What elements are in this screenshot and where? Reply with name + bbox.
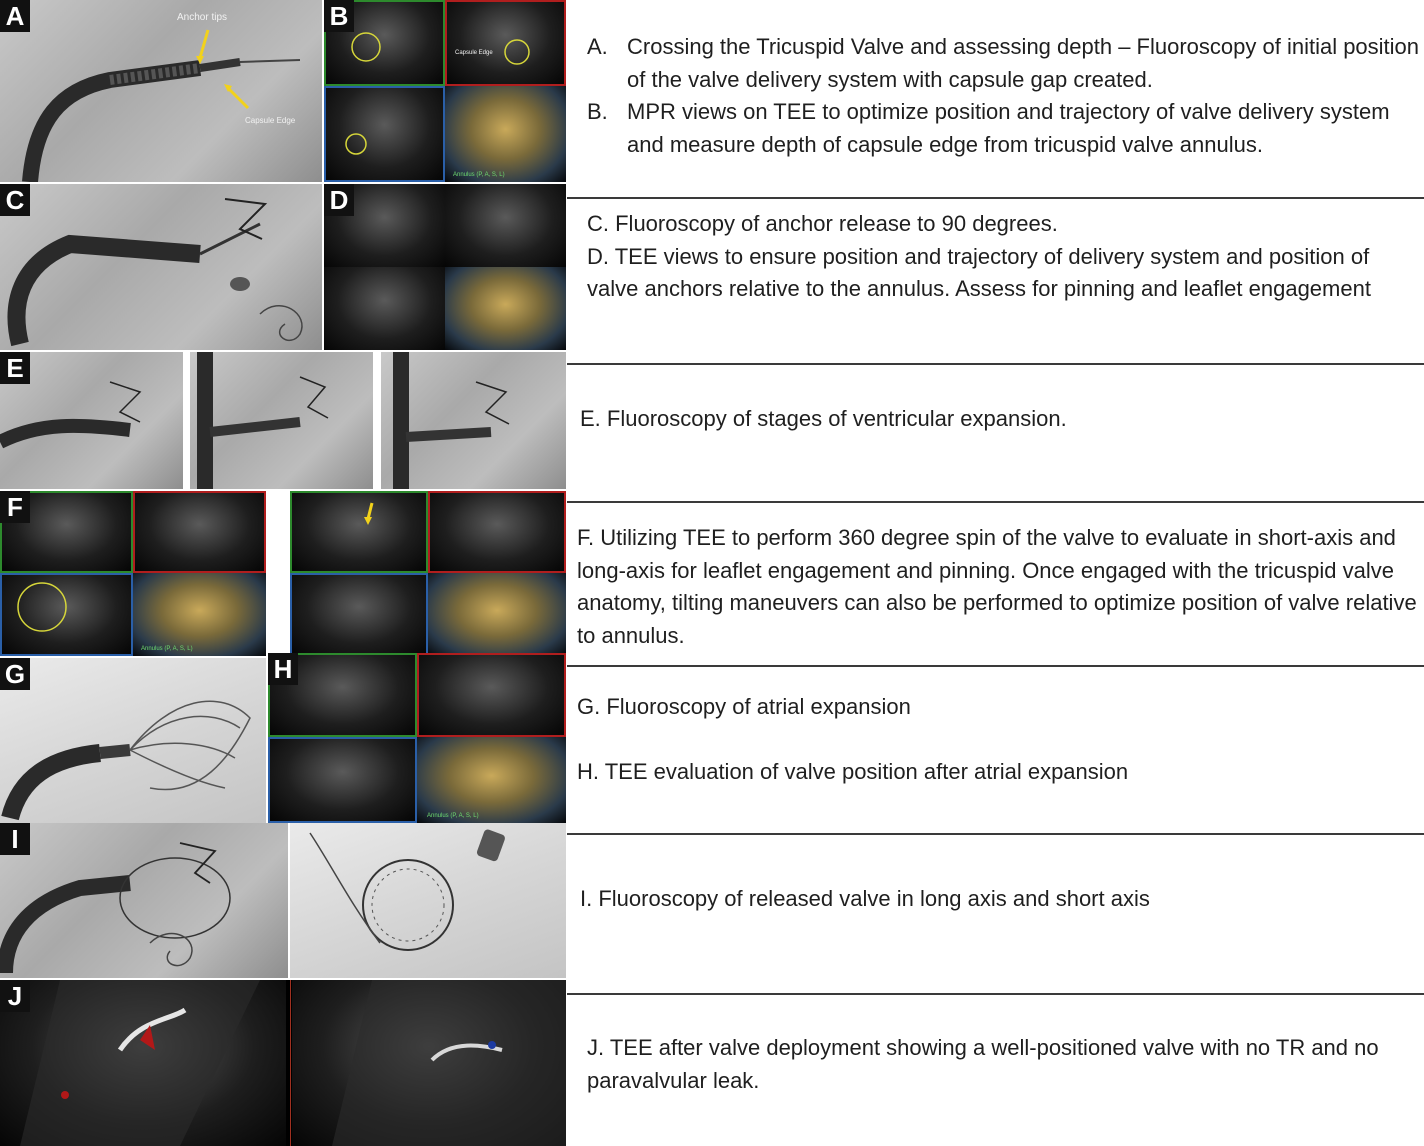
panel-b-capsule-label: Capsule Edge	[455, 50, 493, 56]
caption-c: C. Fluoroscopy of anchor release to 90 degrees.	[587, 211, 1058, 236]
caption-g: G. Fluoroscopy of atrial expansion	[577, 694, 911, 719]
separator-1	[567, 197, 1424, 199]
panel-h-quad-3	[268, 737, 417, 823]
panel-f-quad-8-3d	[428, 573, 566, 656]
panel-e-letter: E	[0, 352, 30, 384]
panel-f-quad-6	[428, 491, 566, 573]
caption-i: I. Fluoroscopy of released valve in long axis and short axis	[580, 886, 1150, 911]
caption-cd	[587, 208, 1387, 306]
caption-d: D. TEE views to ensure position and trajectory of delivery system and position of valve anchors relative to the annulus. Assess for pinning and leaflet engagement	[587, 243, 1371, 301]
panel-d-quad-2	[445, 184, 566, 267]
panel-f-quad-3	[0, 573, 133, 656]
panel-j-view-1	[0, 980, 286, 1146]
panel-f-tee-spin	[0, 491, 566, 656]
panel-a-letter: A	[0, 0, 30, 32]
capsule-edge-label: Capsule Edge	[245, 116, 296, 125]
panel-g-fluoroscopy	[0, 658, 266, 823]
panel-i-fluoroscopy	[0, 823, 566, 978]
panel-b-annulus-label: Annulus (P, A, S, L)	[453, 172, 505, 178]
panel-f-letter: F	[0, 491, 30, 523]
caption-b	[587, 96, 1424, 161]
panel-h-tee	[268, 653, 566, 823]
panel-b-quad-4-3d	[445, 86, 566, 182]
panel-d-quad-4-3d	[445, 267, 566, 350]
panel-b-quad-2	[445, 0, 566, 86]
panel-j-tee	[0, 980, 566, 1146]
caption-a	[587, 31, 1424, 96]
caption-ab	[587, 31, 1424, 161]
panel-i-letter: I	[0, 823, 30, 855]
panel-h-quad-2	[417, 653, 566, 737]
separator-3	[567, 501, 1424, 503]
panel-a-fluoroscopy	[0, 0, 322, 182]
panel-j-view-2	[292, 980, 566, 1146]
caption-j: J. TEE after valve deployment showing a well-positioned valve with no TR and no paravalvular leak.	[587, 1035, 1379, 1093]
panel-e-stage-2	[190, 352, 373, 489]
caption-e: E. Fluoroscopy of stages of ventricular expansion.	[580, 406, 1067, 431]
panel-b-letter: B	[324, 0, 354, 32]
panel-j-letter: J	[0, 980, 30, 1012]
panel-j-divider	[290, 980, 291, 1146]
separator-2	[567, 363, 1424, 365]
panel-d-letter: D	[324, 184, 354, 216]
panel-b-quad-3	[324, 86, 445, 182]
panel-d-quad-3	[324, 267, 445, 350]
separator-6	[567, 993, 1424, 995]
separator-4	[567, 665, 1424, 667]
caption-a-text: Crossing the Tricuspid Valve and assessing depth – Fluoroscopy of initial position of the valve delivery system with capsule gap created.	[627, 34, 1420, 92]
panel-g-letter: G	[0, 658, 30, 690]
caption-h: H. TEE evaluation of valve position after atrial expansion	[577, 759, 1129, 784]
panel-c-fluoroscopy	[0, 184, 322, 350]
panel-b-tee-mpr	[324, 0, 566, 182]
panel-d-tee	[324, 184, 566, 350]
panel-h-quad-4-3d	[417, 737, 566, 823]
caption-b-text: MPR views on TEE to optimize position and trajectory of valve delivery system and measure depth of capsule edge from tricuspid valve annulus.	[627, 99, 1390, 157]
caption-f: F. Utilizing TEE to perform 360 degree spin of the valve to evaluate in short-axis and long-axis for leaflet engagement and pinning. Once engaged with the tricuspid valve anatomy, tilting maneuvers can also be performed to optimize position of valve relative to annulus.	[577, 525, 1417, 648]
panel-h-annulus-label: Annulus (P, A, S, L)	[427, 813, 479, 819]
panel-e-fluoroscopy	[0, 352, 566, 489]
panel-e-stage-3	[381, 352, 566, 489]
panel-i-short-axis	[290, 823, 566, 978]
panel-c-letter: C	[0, 184, 30, 216]
anchor-tips-label: Anchor tips	[177, 12, 228, 23]
panel-f-annulus-label: Annulus (P, A, S, L)	[141, 646, 193, 652]
caption-a-key: A.	[587, 34, 608, 59]
caption-b-key: B.	[587, 99, 608, 124]
panel-f-divider	[266, 491, 290, 656]
panel-h-letter: H	[268, 653, 298, 685]
panel-f-quad-7	[290, 573, 428, 656]
separator-5	[567, 833, 1424, 835]
panel-f-quad-2	[133, 491, 266, 573]
panel-f-quad-4-3d	[133, 573, 266, 656]
panel-i-long-axis	[0, 823, 288, 978]
panel-a-illustration	[0, 0, 322, 182]
panel-f-quad-5	[290, 491, 428, 573]
